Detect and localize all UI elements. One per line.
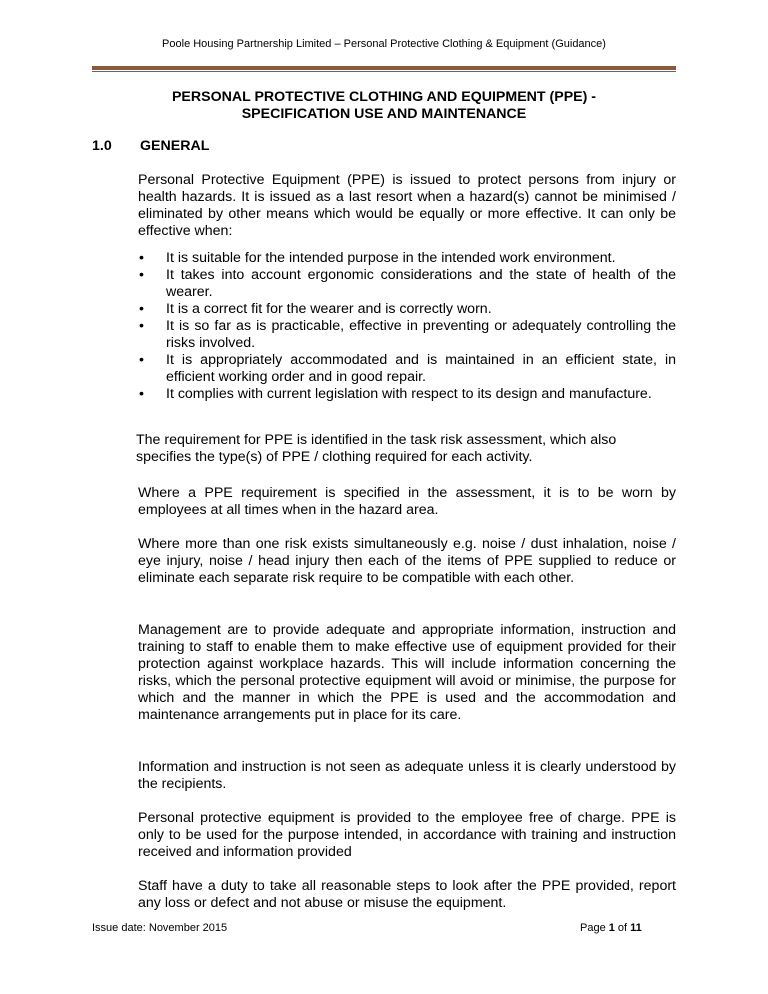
paragraph-compatibility: Where more than one risk exists simultaneously e.g. noise / dust inhalation, noise / eye injury, noise / head injury then each of the items of PPE supplied to reduce or eliminate each separate risk require to be compatible with each other. (138, 536, 676, 586)
list-item: • It is a correct fit for the wearer and is correctly worn. (139, 301, 492, 317)
paragraph-management: Management are to provide adequate and appropriate information, instruction and training to staff to enable them to make effective use of equipment provided for their protection against workplace hazards. This will include information concerning the risks, which the personal protective equipment will avoid or minimise, the purpose for which and the manner in which the PPE is used and the accommodation and maintenance arrangements put in place for its care. (138, 622, 676, 723)
page-number: Page 1 of 11 (580, 922, 642, 934)
page-header: Poole Housing Partnership Limited – Personal Protective Clothing & Equipment (Guidance) (162, 38, 606, 50)
issue-date: Issue date: November 2015 (92, 922, 228, 934)
bullet-icon: • (139, 250, 144, 266)
paragraph-staff-duty: Staff have a duty to take all reasonable steps to look after the PPE provided, report any loss or defect and not abuse or misuse the equipment. (138, 878, 676, 911)
paragraph-worn: Where a PPE requirement is specified in the assessment, it is to be worn by employees at all times when in the hazard area. (138, 485, 676, 518)
header-rule-thick (92, 66, 676, 70)
bullet-icon: • (139, 301, 144, 317)
list-item: • It is so far as is practicable, effective in preventing or adequately controlling the risks involved. (139, 318, 676, 351)
paragraph-free-of-charge: Personal protective equipment is provided to the employee free of charge. PPE is only to be used for the purpose intended, in accordance with training and instruction received and information provided (138, 810, 676, 860)
list-item: • It is appropriately accommodated and is maintained in an efficient state, in efficient working order and in good repair. (139, 352, 676, 385)
paragraph-understanding: Information and instruction is not seen as adequate unless it is clearly understood by the recipients. (138, 759, 676, 792)
bullet-icon: • (139, 352, 144, 368)
document-title (110, 89, 658, 123)
section-number: 1.0 (92, 138, 112, 154)
title-line-2: SPECIFICATION USE AND MAINTENANCE (241, 106, 527, 122)
bullet-icon: • (139, 386, 144, 402)
bullet-icon: • (139, 318, 144, 334)
title-line-1: PERSONAL PROTECTIVE CLOTHING AND EQUIPMENT (PPE) - (171, 89, 597, 105)
list-item: • It is suitable for the intended purpose in the intended work environment. (139, 250, 616, 266)
paragraph-requirement: The requirement for PPE is identified in the task risk assessment, which also specifies the type(s) of PPE / clothing required for each activity. (136, 432, 617, 465)
bullet-icon: • (139, 267, 144, 283)
effectiveness-list (138, 250, 676, 403)
list-item: • It takes into account ergonomic considerations and the state of health of the wearer. (139, 267, 676, 300)
list-item: • It complies with current legislation with respect to its design and manufacture. (139, 386, 652, 402)
header-rule-thin (92, 71, 676, 72)
intro-paragraph: Personal Protective Equipment (PPE) is issued to protect persons from injury or health hazards. It is issued as a last resort when a hazard(s) cannot be minimised / eliminated by other means which would be equally or more effective. It can only be effective when: (138, 172, 676, 239)
section-title: GENERAL (140, 138, 210, 154)
